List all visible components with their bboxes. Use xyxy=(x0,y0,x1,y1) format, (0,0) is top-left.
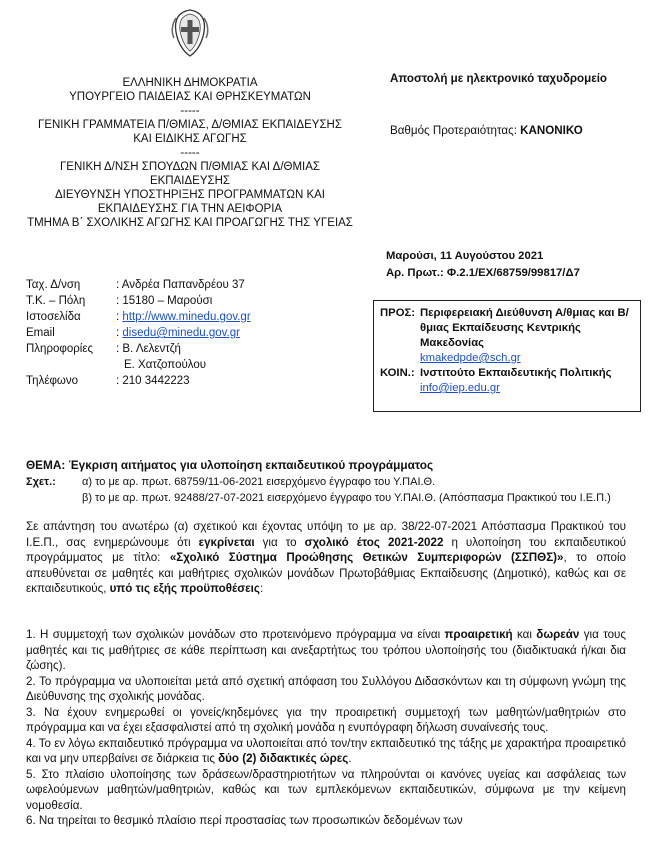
intro-text: για το xyxy=(254,535,305,549)
program-title: «Σχολικό Σύστημα Προώθησης Θετικών Συμπεριφορών (ΣΣΠΘΣ)» xyxy=(169,551,564,564)
intro-text: : xyxy=(259,582,264,595)
header-line: ΕΛΛΗΝΙΚΗ ΔΗΜΟΚΡΑΤΙΑ xyxy=(122,77,258,89)
condition-2: 2. Το πρόγραμμα να υλοποιείται μετά από σχετική απόφαση του Συλλόγου Διδασκόντων και τη σύμφωνη γνώμη της Διεύθυνσης της σχολικής μονάδας. xyxy=(26,674,626,703)
priority-level xyxy=(390,124,583,137)
website-label: Ιστοσελίδα xyxy=(26,311,81,323)
condition-text: 1. Η συμμετοχή των σχολικών μονάδων στο προτεινόμενο πρόγραμμα να είναι xyxy=(26,628,445,641)
references xyxy=(26,474,611,506)
condition-5: 5. Στο πλαίσιο υλοποίησης των δράσεων/δραστηριοτήτων να πληρούνται οι κανόνες υγείας και ασφάλειας των ωφελούμενων μαθητών/μαθητριών, καθώς και των εμπλεκόμενων εκπαιδευτικών, σύμφωνα με την κείμενη νομοθεσία. xyxy=(26,767,626,812)
postal-value: : 15180 – Μαρούσι xyxy=(116,295,213,307)
conditions-list xyxy=(26,627,626,829)
condition-text: για τους μαθητές και τις μαθήτριες σε κάθε περίπτωση και ανεξαρτήτως του τρόπου υλοποίησής του (διαδικτυακά ή/και δια ζώσης). xyxy=(26,628,626,672)
intro-emphasis: εγκρίνεται xyxy=(198,535,255,549)
header-line: ΕΚΠΑΙΔΕΥΣΗΣ ΓΙΑ ΤΗΝ ΑΕΙΦΟΡΙΑ xyxy=(97,203,283,215)
protocol-number: Αρ. Πρωτ.: Φ.2.1/ΕΧ/68759/99817/Δ7 xyxy=(386,267,580,279)
header-line: ----- xyxy=(180,105,200,117)
header-line: ΓΕΝΙΚΗ Δ/ΝΣΗ ΣΠΟΥΔΩΝ Π/ΘΜΙΑΣ ΚΑΙ Δ/ΘΜΙΑΣ xyxy=(59,161,321,173)
ministry-header xyxy=(20,76,360,230)
condition-text: και xyxy=(512,628,537,641)
priority-value: ΚΑΝΟΝΙΚΟ xyxy=(520,124,583,137)
address-value: : Ανδρέα Παπανδρέου 37 xyxy=(116,279,245,291)
to-recipient: Περιφερειακή Διεύθυνση Α/θμιας και Β/θμιας Εκπαίδευσης Κεντρικής Μακεδονίας xyxy=(420,307,629,349)
email-prefix: : xyxy=(116,327,123,339)
phone-value: : 210 3442223 xyxy=(116,375,190,387)
intro-text: Σε απάντηση του ανωτέρω (α) σχετικού και έχοντας υπόψη το με αρ. 38/22-07-2021 Απόσπασμα Πρακτικού του Ι.Ε.Π., σας ενημερώνουμε ότι xyxy=(26,520,626,549)
condition-emphasis: δύο (2) διδακτικές ώρες xyxy=(218,752,349,765)
postal-label: Τ.Κ. – Πόλη xyxy=(26,295,86,307)
reference-b: β) το με αρ. πρωτ. 92488/27-07-2021 εισερχόμενο έγγραφο του Υ.ΠΑΙ.Θ. (Απόσπασμα Πρακτικού του Ι.Ε.Π.) xyxy=(82,492,611,504)
condition-4 xyxy=(26,736,626,767)
intro-paragraph xyxy=(26,519,626,597)
email-label: Email xyxy=(26,327,55,339)
info-person-2: Ε. Χατζοπούλου xyxy=(124,359,207,371)
condition-emphasis: προαιρετική xyxy=(444,628,513,641)
document-date: Μαρούσι, 11 Αυγούστου 2021 xyxy=(386,250,544,262)
header-line: ΕΚΠΑΙΔΕΥΣΗΣ xyxy=(149,175,231,187)
subject-line: ΘΕΜΑ: Έγκριση αιτήματος για υλοποίηση εκπαιδευτικού προγράμματος xyxy=(26,458,434,472)
condition-emphasis: δωρεάν xyxy=(536,628,580,641)
condition-3: 3. Να έχουν ενημερωθεί οι γονείς/κηδεμόνες για την προαιρετική συμμετοχή των μαθητών/μαθητριών στο πρόγραμμα και να έχει εξασφαλιστεί από τη σχολική μονάδα η ενυπόγραφη δήλωση συναίνεσής τους. xyxy=(26,705,626,734)
priority-label: Βαθμός Προτεραιότητας: xyxy=(390,124,521,137)
website-link[interactable]: http://www.minedu.gov.gr xyxy=(122,311,251,323)
to-label: ΠΡΟΣ: xyxy=(380,307,416,319)
info-label: Πληροφορίες xyxy=(26,343,94,355)
greek-emblem-icon xyxy=(168,8,212,58)
reference-a: α) το με αρ. πρωτ. 68759/11-06-2021 εισερχόμενο έγγραφο του Υ.ΠΑΙ.Θ. xyxy=(82,476,436,488)
info-person-1: : Β. Λελεντζή xyxy=(116,343,181,355)
condition-1 xyxy=(26,627,626,674)
condition-text: 4. Το εν λόγω εκπαιδευτικό πρόγραμμα να υλοποιείται από τον/την εκπαιδευτικό της τάξης με χαρακτήρα προαιρετικό και να μην υπερβαίνει σε διάρκεια τις xyxy=(26,736,626,765)
references-label: Σχετ.: xyxy=(26,476,56,488)
intro-text: η υλοποίηση του εκπαιδευτικού προγράμματος με τίτλο: xyxy=(26,535,626,564)
recipients-box xyxy=(373,300,641,412)
to-email-link[interactable]: kmakedpde@sch.gr xyxy=(420,352,521,364)
condition-text: . xyxy=(348,752,352,765)
intro-school-year: σχολικό έτος 2021-2022 xyxy=(304,535,444,549)
cc-email-link[interactable]: info@iep.edu.gr xyxy=(420,382,500,394)
email-link[interactable]: disedu@minedu.gov.gr xyxy=(122,327,240,339)
address-label: Ταχ. Δ/νση xyxy=(26,279,81,291)
condition-6: 6. Να τηρείται το θεσμικό πλαίσιο περί προστασίας των προσωπικών δεδομένων των xyxy=(26,814,463,827)
intro-text: , το οποίο απευθύνεται σε μαθητές και μαθήτριες σχολικών μονάδων Πρωτοβάθμιας Εκπαίδευσης (Δημοτικό), καθώς και σε εκπαιδευτικούς, xyxy=(26,551,626,595)
conditions-heading: υπό τις εξής προϋποθέσεις xyxy=(109,582,260,595)
delivery-method: Αποστολή με ηλεκτρονικό ταχυδρομείο xyxy=(390,72,608,85)
phone-label: Τηλέφωνο xyxy=(26,375,79,387)
header-line: ΓΕΝΙΚΗ ΓΡΑΜΜΑΤΕΙΑ Π/ΘΜΙΑΣ, Δ/ΘΜΙΑΣ ΕΚΠΑΙΔΕΥΣΗΣ xyxy=(38,119,342,131)
cc-recipient: Ινστιτούτο Εκπαιδευτικής Πολιτικής xyxy=(420,367,612,379)
cc-label: ΚΟΙΝ.: xyxy=(380,367,415,379)
header-line: ΤΜΗΜΑ Β΄ ΣΧΟΛΙΚΗΣ ΑΓΩΓΗΣ ΚΑΙ ΠΡΟΑΓΩΓΗΣ ΤΗΣ ΥΓΕΙΑΣ xyxy=(27,217,353,229)
header-line: ΥΠΟΥΡΓΕΙΟ ΠΑΙΔΕΙΑΣ ΚΑΙ ΘΡΗΣΚΕΥΜΑΤΩΝ xyxy=(69,91,311,103)
website-prefix: : xyxy=(116,311,123,323)
contact-info xyxy=(26,277,316,389)
header-line: ΚΑΙ ΕΙΔΙΚΗΣ ΑΓΩΓΗΣ xyxy=(133,133,247,145)
header-line: ----- xyxy=(180,147,200,159)
header-line: ΔΙΕΥΘΥΝΣΗ ΥΠΟΣΤΗΡΙΞΗΣ ΠΡΟΓΡΑΜΜΑΤΩΝ ΚΑΙ xyxy=(55,189,325,201)
